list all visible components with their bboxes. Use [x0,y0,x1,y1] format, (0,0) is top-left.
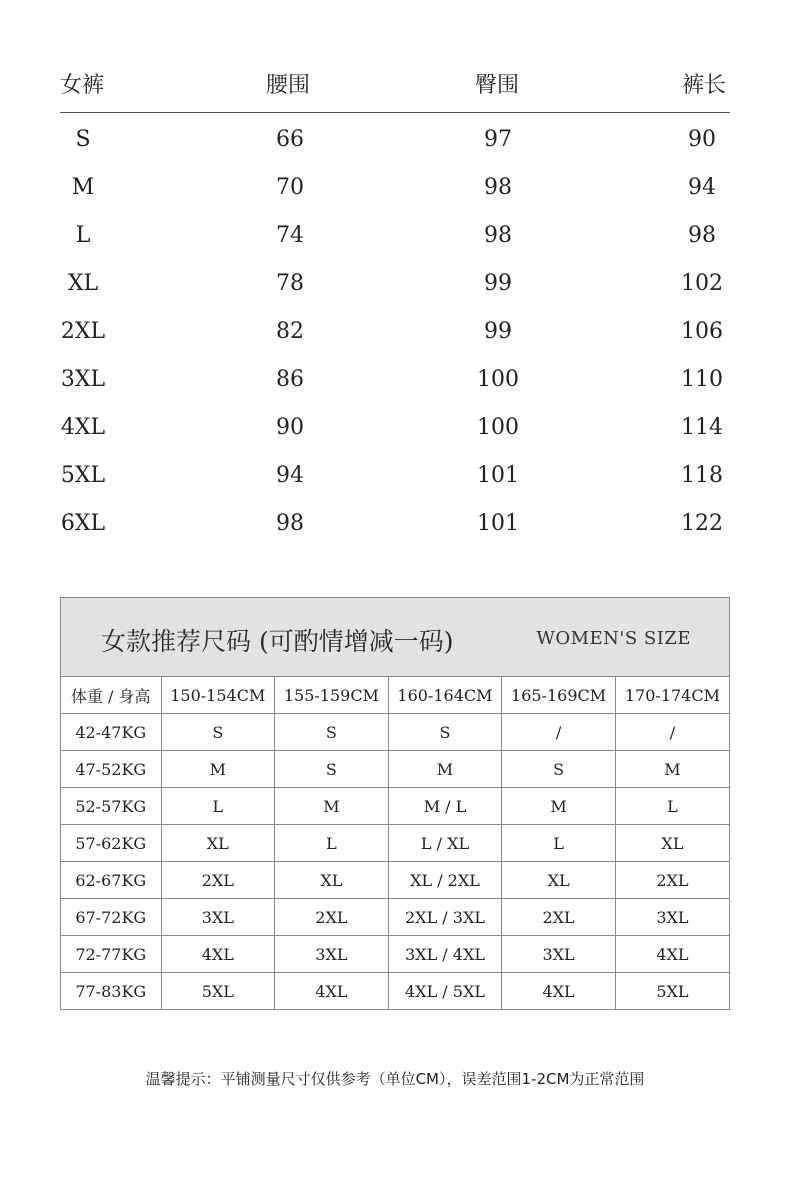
weight-cell: 77-83KG [61,973,161,1010]
grid-header-cell: 170-174CM [615,677,729,714]
size-cell: / [502,714,616,751]
size-cell: 4XL [502,973,616,1010]
grid-header-cell: 160-164CM [388,677,502,714]
recommendation-grid [61,677,729,1009]
weight-cell: 72-77KG [61,936,161,973]
grid-header-cell: 155-159CM [275,677,389,714]
header-pants: 女裤 [60,73,105,98]
waist-cell: 94 [276,463,304,488]
size-cell: 2XL [502,899,616,936]
length-cell: 98 [688,223,716,248]
table-row [61,714,729,751]
size-cell: / [615,714,729,751]
size-cell: L / XL [388,825,502,862]
table-row [60,113,730,161]
size-cell: XL / 2XL [388,862,502,899]
weight-cell: 57-62KG [61,825,161,862]
hip-cell: 97 [484,127,512,152]
hip-cell: 99 [484,319,512,344]
length-cell: 90 [688,127,716,152]
grid-header-row [61,677,729,714]
measurement-table [60,62,730,545]
size-cell: L [161,788,275,825]
weight-cell: 67-72KG [61,899,161,936]
table-row [61,899,729,936]
size-cell: 2XL [275,899,389,936]
hip-cell: 98 [484,223,512,248]
table-row [60,305,730,353]
header-waist: 腰围 [266,73,311,98]
measurement-header [60,62,730,113]
header-hip: 臀围 [475,73,520,98]
hip-cell: 101 [477,511,519,536]
size-cell: 4XL / 5XL [388,973,502,1010]
size-cell: XL [67,271,99,296]
size-cell: L [615,788,729,825]
hip-cell: 100 [477,415,519,440]
size-cell: XL [275,862,389,899]
size-cell: M [71,175,95,200]
size-cell: 6XL [60,511,106,536]
size-cell: 2XL / 3XL [388,899,502,936]
recommendation-title: 女款推荐尺码 (可酌情增减一码) [101,627,454,656]
size-cell: M / L [388,788,502,825]
header-length: 裤长 [682,73,727,98]
size-cell: 2XL [60,319,106,344]
size-cell: M [275,788,389,825]
table-row [60,209,730,257]
size-cell: 3XL [615,899,729,936]
hip-cell: 98 [484,175,512,200]
grid-header-cell: 165-169CM [502,677,616,714]
table-row [61,825,729,862]
waist-cell: 82 [276,319,304,344]
size-cell: L [502,825,616,862]
weight-cell: 62-67KG [61,862,161,899]
waist-cell: 86 [276,367,304,392]
table-row [60,257,730,305]
size-cell: 4XL [161,936,275,973]
length-cell: 114 [681,415,723,440]
grid-header-cell: 体重 / 身高 [61,677,161,714]
table-row [60,497,730,545]
size-cell: 5XL [615,973,729,1010]
waist-cell: 66 [276,127,304,152]
table-row [60,449,730,497]
size-cell: M [502,788,616,825]
table-row [61,788,729,825]
hip-cell: 99 [484,271,512,296]
table-row [61,973,729,1010]
hip-cell: 100 [477,367,519,392]
size-cell: 2XL [615,862,729,899]
size-cell: XL [502,862,616,899]
size-cell: L [275,825,389,862]
size-cell: M [388,751,502,788]
size-cell: 2XL [161,862,275,899]
length-cell: 110 [681,367,723,392]
table-row [60,161,730,209]
size-cell: S [388,714,502,751]
size-cell: M [615,751,729,788]
footnote: 温馨提示：平铺测量尺寸仅供参考（单位CM），误差范围1-2CM为正常范围 [145,1070,645,1088]
size-cell: 4XL [275,973,389,1010]
size-cell: 3XL [161,899,275,936]
grid-header-cell: 150-154CM [161,677,275,714]
length-cell: 102 [681,271,723,296]
recommendation-banner [61,598,729,677]
size-cell: 5XL [161,973,275,1010]
length-cell: 94 [688,175,716,200]
table-row [60,353,730,401]
measurement-body [60,113,730,545]
size-cell: 3XL / 4XL [388,936,502,973]
size-cell: 3XL [502,936,616,973]
length-cell: 106 [681,319,723,344]
recommendation-subtitle: WOMEN'S SIZE [536,628,691,649]
size-cell: 3XL [275,936,389,973]
size-cell: 5XL [60,463,106,488]
waist-cell: 78 [276,271,304,296]
size-recommendation-table [60,597,730,1010]
waist-cell: 74 [276,223,304,248]
waist-cell: 90 [276,415,304,440]
size-cell: XL [161,825,275,862]
size-cell: L [75,223,91,248]
size-cell: 3XL [60,367,106,392]
hip-cell: 101 [477,463,519,488]
size-cell: M [161,751,275,788]
size-cell: S [275,714,389,751]
table-row [60,401,730,449]
size-cell: XL [615,825,729,862]
table-row [61,936,729,973]
waist-cell: 98 [276,511,304,536]
size-cell: 4XL [60,415,106,440]
table-row [61,862,729,899]
length-cell: 118 [681,463,723,488]
length-cell: 122 [681,511,723,536]
table-row [61,751,729,788]
weight-cell: 47-52KG [61,751,161,788]
waist-cell: 70 [276,175,304,200]
size-cell: S [75,127,91,152]
size-cell: S [502,751,616,788]
size-cell: S [275,751,389,788]
weight-cell: 42-47KG [61,714,161,751]
weight-cell: 52-57KG [61,788,161,825]
size-cell: 4XL [615,936,729,973]
size-cell: S [161,714,275,751]
